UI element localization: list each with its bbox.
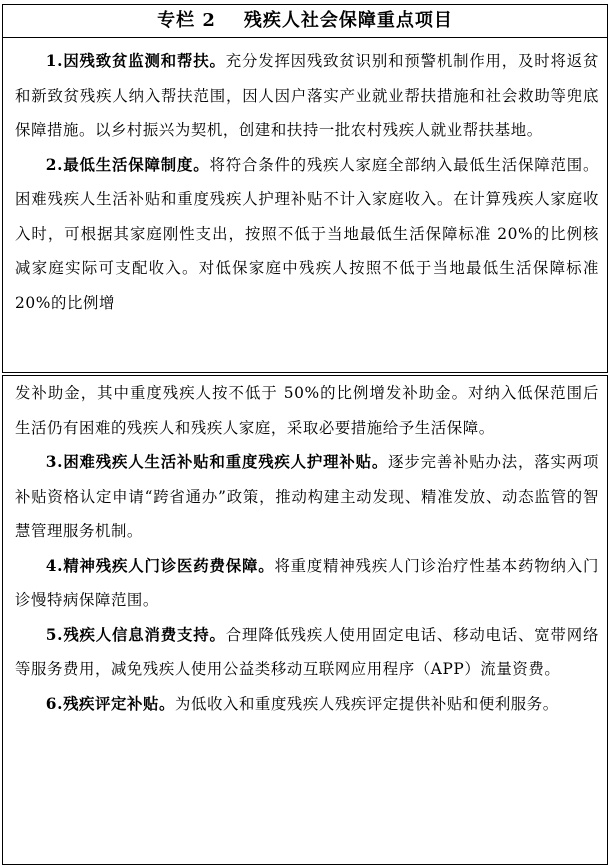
item-6 [15,687,599,722]
box-content-part-1 [3,38,607,320]
item-1-heading: 1.因残致贫监测和帮扶。 [45,52,226,70]
box-part-2 [2,375,608,865]
item-2-heading: 2.最低生活保障制度。 [45,155,210,174]
box-title-bar [3,5,607,38]
item-3-text: 逐步完善补贴办法，落实两项补贴资格认定申请“跨省通办”政策，推动构建主动发现、精准发放、动态监管的智慧管理服务机制。 [15,453,599,540]
item-6-heading: 6.残疾评定补贴。 [45,694,175,713]
item-4 [15,549,599,618]
box-label: 专栏 2 [157,10,216,31]
item-5-heading: 5.残疾人信息消费支持。 [45,625,226,644]
box-content-part-2 [3,376,607,721]
item-3-heading: 3.困难残疾人生活补贴和重度残疾人护理补贴。 [45,453,389,471]
item-4-heading: 4.精神残疾人门诊医药费保障。 [45,556,275,575]
item-2 [15,148,599,321]
item-6-text: 为低收入和重度残疾人残疾评定提供补贴和便利服务。 [175,694,559,713]
item-5 [15,618,599,687]
item-3 [15,445,599,549]
item-1 [15,44,599,148]
item-1-text: 充分发挥因残致贫识别和预警机制作用，及时将返贫和新致贫残疾人纳入帮扶范围，因人因户落实产业就业帮扶措施和社会救助等兜底保障措施。以乡村振兴为契机，创建和扶持一批农村残疾人就业帮扶基地。 [15,52,599,139]
box-part-1 [2,4,608,373]
item-2-continued: 发补助金，其中重度残疾人按不低于 50%的比例增发补助金。对纳入低保范围后生活仍有困难的残疾人和残疾人家庭，采取必要措施给予生活保障。 [15,384,599,437]
item-2-text: 将符合条件的残疾人家庭全部纳入最低生活保障范围。困难残疾人生活补贴和重度残疾人护理补贴不计入家庭收入。在计算残疾人家庭收入时，可根据其家庭刚性支出，按照不低于当地最低生活保障标准 20%的比例核减家庭实际可支配收入。对低保家庭中残疾人按照不低于当地最低生活保障标准 20%的比例增 [15,155,599,312]
box-title: 残疾人社会保障重点项目 [243,10,453,31]
item-5-text: 合理降低残疾人使用固定电话、移动电话、宽带网络等服务费用，减免残疾人使用公益类移动互联网应用程序（APP）流量资费。 [15,625,599,678]
item-4-text: 将重度精神残疾人门诊治疗性基本药物纳入门诊慢特病保障范围。 [15,556,599,609]
